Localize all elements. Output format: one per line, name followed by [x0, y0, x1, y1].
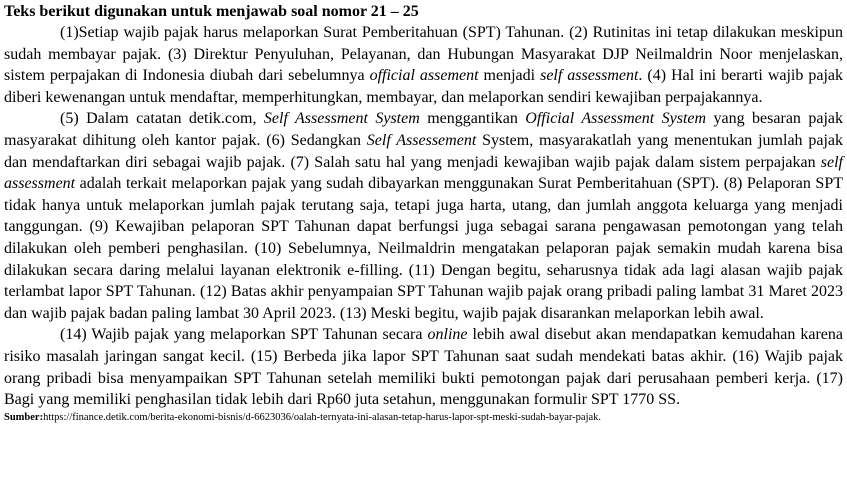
text-segment: (5) Dalam catatan detik.com, [60, 110, 264, 128]
italic-term: online [427, 326, 468, 344]
source-label: Sumber: [4, 411, 44, 423]
text-segment: (1)Setiap wajib pajak harus melaporkan Surat Pemberitahuan (SPT) Tahunan. (2) Rutinitas ini tetap dilakukan meskipun sudah membayar pajak. (3) Direktur Penyuluhan, Pelayanan, dan Hubungan Masyarakat DJP Neilmaldrin Noor menjelaskan, sistem perpajakan di Indonesia diubah dari sebelumnya [4, 24, 843, 85]
text-segment: (14) Wajib pajak yang melaporkan SPT Tahunan secara [60, 326, 428, 344]
paragraph-1 [4, 22, 843, 108]
text-segment: menggantikan [419, 110, 526, 128]
paragraph-2 [4, 108, 843, 324]
text-segment: . (4) Hal ini berarti wajib pajak diberi kewenangan untuk mendaftar, memperhitungkan, membayar, dan melaporkan sendiri kewajiban perpajakannya. [4, 67, 844, 106]
text-segment: lebih awal disebut akan mendapatkan kemudahan karena risiko masalah jaringan sangat kecil. (15) Berbeda jika lapor SPT Tahunan saat sudah mendekati batas akhir. (16) Wajib pajak orang pribadi bisa menyampaikan SPT Tahunan setelah memiliki bukti pemotongan pajak dari perusahaan pemberi kerja. (17) Bagi yang memiliki penghasilan tidak lebih dari Rp60 juta setahun, menggunakan formulir SPT 1770 SS. [4, 326, 844, 409]
paragraph-3 [4, 324, 843, 410]
italic-term: Official Assessment System [525, 110, 707, 128]
passage-heading: Teks berikut digunakan untuk menjawab soal nomor 21 – 25 [4, 3, 419, 20]
source-url: https://finance.detik.com/berita-ekonomi-bisnis/d-6623036/oalah-ternyata-ini-alasan-tetap-harus-lapor-spt-meski-sudah-bayar-pajak. [43, 411, 602, 423]
italic-term: Self Assessment System [263, 110, 420, 128]
italic-term: self assessment [540, 67, 639, 85]
source-citation [4, 411, 843, 425]
text-segment: System, masyarakatlah yang menentukan jumlah pajak dan mendaftarkan diri sebagai wajib pajak. (7) Salah satu hal yang menjadi kewajiban wajib pajak dalam sistem perpajakan [4, 131, 843, 171]
text-segment: adalah terkait melaporkan pajak yang sudah dibayarkan menggunakan Surat Pemberitahuan (SPT). (8) Pelaporan SPT tidak hanya untuk melaporkan jumlah pajak terutang saja, tetapi juga harta, utang, dan jumlah anggota keluarga yang menjadi tanggungan. (9) Kewajiban pelaporan SPT Tahunan dapat berfungsi juga sebagai sarana pengawasan pemotongan yang telah dilakukan oleh pemberi penghasilan. (10) Sebelumnya, Neilmaldrin mengatakan pelaporan pajak semakin mudah karena bisa dilakukan secara daring melalui layanan elektronik e-filling. (11) Dengan begitu, seharusnya tidak ada lagi alasan wajib pajak terlambat lapor SPT Tahunan. (12) Batas akhir penyampaian SPT Tahunan wajib pajak orang pribadi paling lambat 31 Maret 2023 dan wajib pajak badan paling lambat 30 April 2023. (13) Meski begitu, wajib pajak disarankan melaporkan lebih awal. [4, 175, 843, 322]
italic-term: Self Assessement [366, 131, 477, 149]
italic-term: official assement [369, 67, 479, 85]
text-segment: menjadi [478, 67, 541, 85]
text-segment: yang besaran pajak masyarakat dihitung oleh kantor pajak. (6) Sedangkan [4, 110, 843, 149]
reading-passage [4, 1, 843, 425]
italic-term: self assessment [4, 153, 843, 193]
